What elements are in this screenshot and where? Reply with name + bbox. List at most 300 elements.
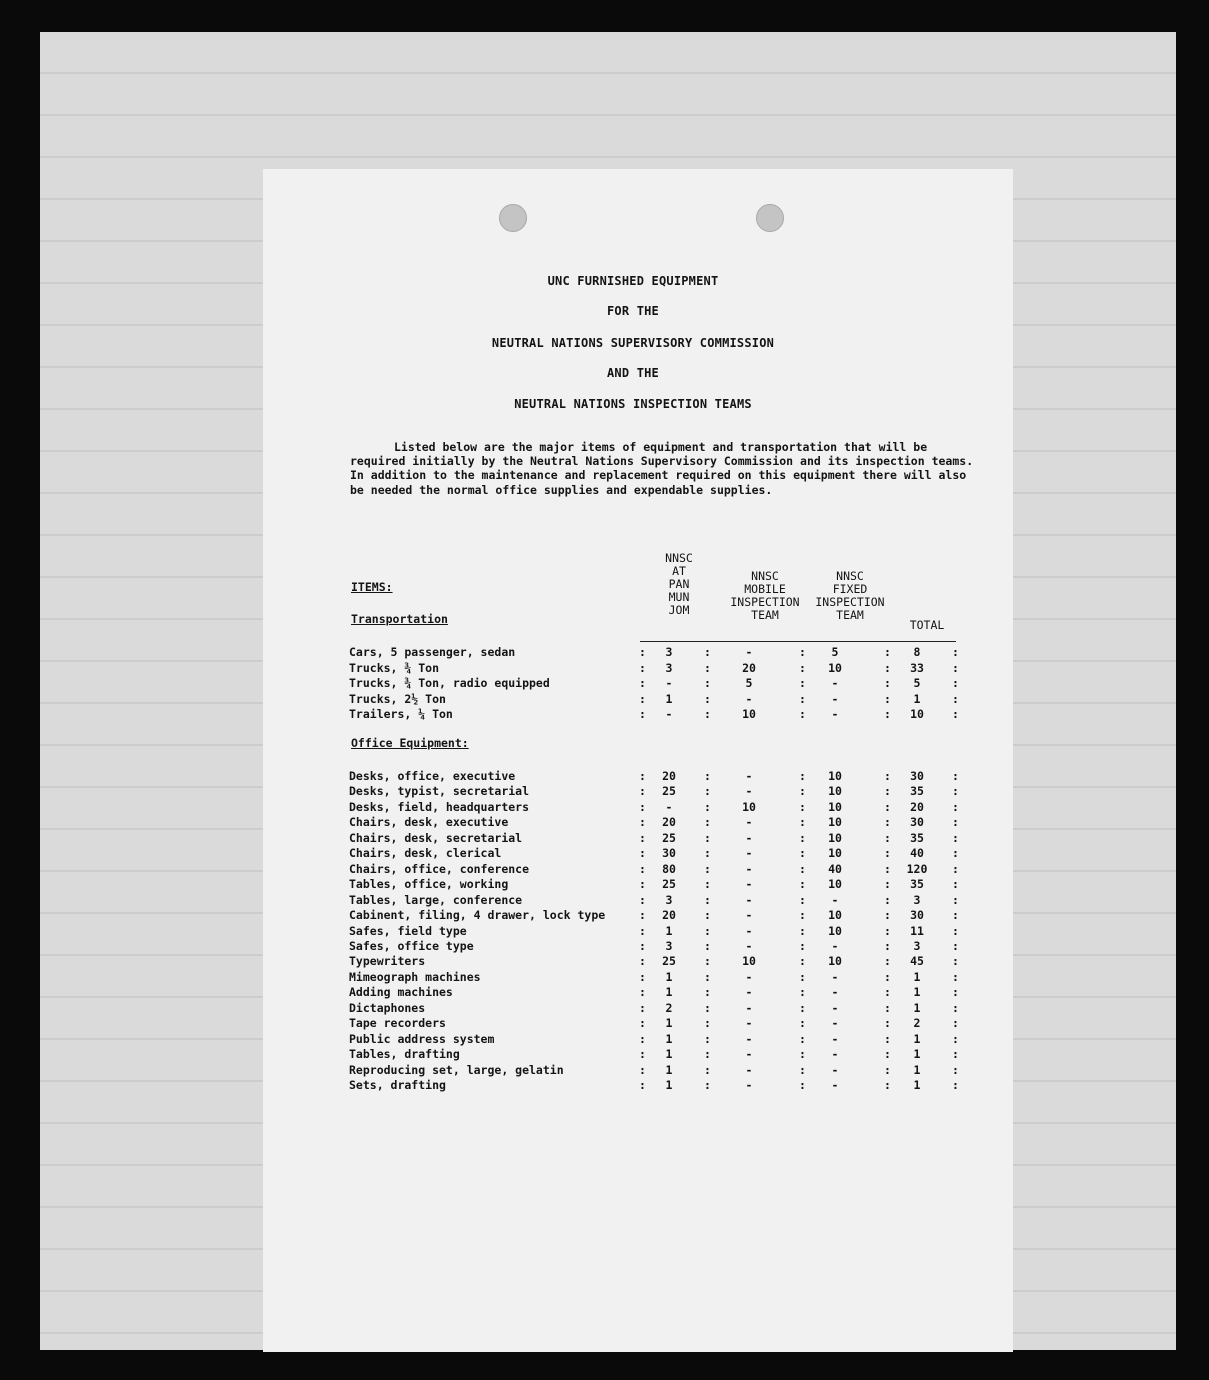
mobile-team-value: - (745, 1078, 753, 1092)
column-separator: : (799, 1031, 806, 1046)
column-separator: : (799, 660, 806, 675)
fixed-team-value: 10 (828, 815, 842, 830)
column-separator: : (952, 707, 959, 722)
panmunjom-value: 1 (665, 1078, 673, 1092)
column-separator: : (639, 908, 646, 923)
mobile-team-value: - (745, 969, 753, 984)
item-name: Cars, 5 passenger, sedan (349, 645, 516, 659)
fixed-team-value: - (831, 1078, 839, 1092)
column-separator: : (952, 1031, 959, 1046)
items-heading: ITEMS: (351, 580, 393, 594)
column-separator: : (884, 1031, 891, 1046)
fixed-team-value: - (831, 1031, 839, 1046)
column-separator: : (884, 938, 891, 953)
mobile-team-value: 10 (742, 954, 756, 969)
col1-line: MUN (668, 590, 690, 604)
column-separator: : (884, 877, 891, 892)
total-value: 11 (910, 923, 924, 938)
column-separator: : (952, 954, 959, 969)
column-separator: : (704, 645, 711, 659)
column-separator: : (704, 815, 711, 830)
table-row (263, 846, 1013, 861)
panmunjom-value: 3 (665, 645, 673, 659)
table-row (263, 692, 1013, 707)
table-row (263, 862, 1013, 877)
column-separator: : (704, 1016, 711, 1031)
column-separator: : (639, 815, 646, 830)
column-separator: : (639, 892, 646, 907)
item-name: Trucks, ¾ Ton (349, 660, 440, 675)
item-name: Tape recorders (349, 1016, 446, 1031)
panmunjom-value: 25 (662, 954, 676, 969)
column-separator: : (952, 691, 959, 706)
column-separator: : (952, 892, 959, 907)
column-separator: : (884, 1047, 891, 1062)
column-separator: : (704, 691, 711, 706)
column-separator: : (952, 1062, 959, 1077)
panmunjom-value: - (665, 799, 673, 814)
total-value: 1 (913, 1047, 921, 1062)
column-separator: : (639, 1016, 646, 1031)
column-separator: : (799, 846, 806, 861)
column-separator: : (952, 861, 959, 876)
column-separator: : (952, 1000, 959, 1015)
column-separator: : (704, 660, 711, 675)
total-value: 3 (913, 892, 921, 907)
fixed-team-value: - (831, 1047, 839, 1062)
table-row (263, 1078, 1013, 1093)
column-separator: : (799, 985, 806, 1000)
column-separator: : (639, 938, 646, 953)
total-value: 45 (910, 954, 924, 969)
panmunjom-value: 1 (665, 985, 673, 1000)
column-separator: : (884, 1062, 891, 1077)
col2-line: NNSC (751, 569, 779, 583)
column-separator: : (799, 1000, 806, 1015)
table-row (263, 985, 1013, 1000)
item-name: Desks, field, headquarters (349, 799, 530, 814)
mobile-team-value: 10 (742, 799, 756, 814)
item-name: Public address system (349, 1031, 495, 1046)
col2-line: INSPECTION (730, 595, 800, 609)
fixed-team-value: - (831, 1062, 839, 1077)
total-value: 120 (906, 861, 928, 876)
column-separator: : (799, 969, 806, 984)
table-row (263, 924, 1013, 939)
column-separator: : (704, 799, 711, 814)
column-separator: : (952, 1078, 959, 1092)
title-line-5: NEUTRAL NATIONS INSPECTION TEAMS (514, 397, 752, 411)
column-separator: : (884, 954, 891, 969)
item-name: Tables, office, working (349, 877, 509, 892)
mobile-team-value: - (745, 892, 753, 907)
column-separator: : (639, 1062, 646, 1077)
column-separator: : (952, 1047, 959, 1062)
col-header-mobile (718, 570, 812, 622)
column-separator: : (799, 815, 806, 830)
column-separator: : (952, 660, 959, 675)
col3-line: FIXED (832, 582, 868, 596)
table-row (263, 661, 1013, 676)
column-separator: : (704, 1031, 711, 1046)
col1-line: PAN (668, 577, 690, 591)
fixed-team-value: 10 (828, 923, 842, 938)
column-separator: : (884, 784, 891, 799)
panmunjom-value: 25 (662, 877, 676, 892)
total-value: 35 (910, 877, 924, 892)
table-row (263, 970, 1013, 985)
total-value: 1 (913, 1078, 921, 1092)
fixed-team-value: - (831, 1016, 839, 1031)
column-separator: : (639, 1000, 646, 1015)
column-separator: : (884, 676, 891, 691)
item-name: Trailers, ¼ Ton (349, 707, 453, 722)
column-separator: : (884, 861, 891, 876)
col2-line: MOBILE (744, 582, 786, 596)
total-value: 30 (910, 769, 924, 783)
column-separator: : (799, 1062, 806, 1077)
panmunjom-value: 1 (665, 969, 673, 984)
total-value: 1 (913, 969, 921, 984)
column-separator: : (639, 769, 646, 783)
column-separator: : (799, 1016, 806, 1031)
mobile-team-value: - (745, 985, 753, 1000)
item-name: Tables, drafting (349, 1047, 460, 1062)
item-name: Chairs, desk, secretarial (349, 830, 523, 845)
item-name: Trucks, ¾ Ton, radio equipped (349, 676, 550, 691)
mobile-team-value: - (745, 1000, 753, 1015)
column-separator: : (704, 954, 711, 969)
panmunjom-value: 30 (662, 846, 676, 861)
panmunjom-value: 1 (665, 1016, 673, 1031)
mobile-team-value: - (745, 691, 753, 706)
column-separator: : (704, 769, 711, 783)
column-separator: : (884, 892, 891, 907)
mobile-team-value: - (745, 830, 753, 845)
mobile-team-value: 20 (742, 660, 756, 675)
table-row (263, 707, 1013, 722)
mobile-team-value: - (745, 923, 753, 938)
col4-line: TOTAL (909, 618, 945, 632)
column-separator: : (884, 908, 891, 923)
column-separator: : (799, 923, 806, 938)
table-row (263, 784, 1013, 799)
punch-hole-right (756, 204, 784, 232)
column-separator: : (639, 846, 646, 861)
column-separator: : (952, 938, 959, 953)
column-separator: : (704, 892, 711, 907)
column-separator: : (704, 1062, 711, 1077)
column-separator: : (884, 1078, 891, 1092)
mobile-team-value: - (745, 861, 753, 876)
total-value: 1 (913, 1031, 921, 1046)
total-value: 30 (910, 908, 924, 923)
total-value: 35 (910, 784, 924, 799)
panmunjom-value: 20 (662, 908, 676, 923)
item-name: Mimeograph machines (349, 969, 481, 984)
total-value: 2 (913, 1016, 921, 1031)
title-line-2: FOR THE (607, 304, 659, 318)
mobile-team-value: - (745, 784, 753, 799)
table-row (263, 1063, 1013, 1078)
total-value: 8 (913, 645, 921, 659)
title-line-1: UNC FURNISHED EQUIPMENT (547, 274, 719, 288)
fixed-team-value: 10 (828, 954, 842, 969)
column-separator: : (704, 784, 711, 799)
item-name: Safes, field type (349, 923, 467, 938)
column-separator: : (639, 691, 646, 706)
total-value: 30 (910, 815, 924, 830)
table-row (263, 1016, 1013, 1031)
column-separator: : (884, 815, 891, 830)
column-separator: : (639, 969, 646, 984)
table-row (263, 1001, 1013, 1016)
table-row (263, 893, 1013, 908)
column-separator: : (952, 908, 959, 923)
total-value: 1 (913, 1000, 921, 1015)
column-separator: : (639, 660, 646, 675)
column-separator: : (639, 676, 646, 691)
table-row (263, 939, 1013, 954)
column-separator: : (884, 707, 891, 722)
column-separator: : (799, 892, 806, 907)
total-value: 3 (913, 938, 921, 953)
mobile-team-value: - (745, 1031, 753, 1046)
column-separator: : (704, 1047, 711, 1062)
item-name: Reproducing set, large, gelatin (349, 1062, 564, 1077)
column-separator: : (639, 861, 646, 876)
table-row (263, 954, 1013, 969)
table-row (263, 831, 1013, 846)
column-separator: : (799, 938, 806, 953)
column-separator: : (952, 969, 959, 984)
column-separator: : (704, 676, 711, 691)
item-name: Cabinent, filing, 4 drawer, lock type (349, 908, 606, 923)
item-name: Chairs, office, conference (349, 861, 530, 876)
panmunjom-value: 80 (662, 861, 676, 876)
col2-line: TEAM (751, 608, 779, 622)
table-row (263, 769, 1013, 784)
column-separator: : (799, 799, 806, 814)
column-separator: : (639, 1047, 646, 1062)
column-separator: : (704, 877, 711, 892)
table-row (263, 1032, 1013, 1047)
column-separator: : (952, 877, 959, 892)
column-separator: : (884, 1016, 891, 1031)
total-value: 5 (913, 676, 921, 691)
fixed-team-value: 10 (828, 908, 842, 923)
column-separator: : (704, 830, 711, 845)
column-separator: : (799, 830, 806, 845)
col3-line: TEAM (836, 608, 864, 622)
fixed-team-value: 10 (828, 660, 842, 675)
total-value: 20 (910, 799, 924, 814)
fixed-team-value: 5 (831, 645, 839, 659)
column-separator: : (884, 769, 891, 783)
mobile-team-value: - (745, 815, 753, 830)
item-name: Tables, large, conference (349, 892, 523, 907)
panmunjom-value: 3 (665, 938, 673, 953)
item-name: Sets, drafting (349, 1078, 446, 1092)
intro-paragraph: Listed below are the major items of equipment and transportation that will be required initially by the Neutral Nations Supervisory Commission and its inspection teams. In addition to the maintenance and replacement required on this equipment there will also be needed the normal office supplies and expendable supplies. (350, 440, 974, 497)
column-separator: : (704, 861, 711, 876)
mobile-team-value: - (745, 769, 753, 783)
column-separator: : (952, 985, 959, 1000)
fixed-team-value: 10 (828, 877, 842, 892)
fixed-team-value: - (831, 691, 839, 706)
column-separator: : (884, 969, 891, 984)
panmunjom-value: 1 (665, 1062, 673, 1077)
column-separator: : (884, 830, 891, 845)
column-separator: : (639, 877, 646, 892)
total-value: 10 (910, 707, 924, 722)
column-separator: : (799, 645, 806, 659)
column-separator: : (799, 784, 806, 799)
item-name: Chairs, desk, clerical (349, 846, 502, 861)
table-row (263, 877, 1013, 892)
column-separator: : (952, 923, 959, 938)
column-separator: : (884, 923, 891, 938)
column-separator: : (639, 1078, 646, 1092)
column-separator: : (799, 877, 806, 892)
column-separator: : (799, 769, 806, 783)
column-separator: : (704, 846, 711, 861)
panmunjom-value: 1 (665, 1031, 673, 1046)
column-separator: : (704, 1078, 711, 1092)
mobile-team-value: - (745, 1047, 753, 1062)
fixed-team-value: - (831, 969, 839, 984)
col3-line: INSPECTION (815, 595, 885, 609)
col-header-total (897, 619, 957, 632)
column-separator: : (884, 985, 891, 1000)
item-name: Adding machines (349, 985, 453, 1000)
column-separator: : (952, 799, 959, 814)
column-separator: : (639, 985, 646, 1000)
panmunjom-value: 1 (665, 1047, 673, 1062)
column-separator: : (884, 1000, 891, 1015)
total-value: 1 (913, 1062, 921, 1077)
panmunjom-value: 20 (662, 769, 676, 783)
table-row (263, 645, 1013, 660)
column-separator: : (799, 676, 806, 691)
column-separator: : (799, 908, 806, 923)
column-separator: : (704, 707, 711, 722)
column-separator: : (884, 691, 891, 706)
column-separator: : (952, 769, 959, 783)
fixed-team-value: - (831, 1000, 839, 1015)
column-separator: : (799, 691, 806, 706)
fixed-team-value: 10 (828, 799, 842, 814)
header-rule (640, 641, 956, 642)
fixed-team-value: - (831, 938, 839, 953)
panmunjom-value: 2 (665, 1000, 673, 1015)
column-separator: : (639, 799, 646, 814)
title-line-4: AND THE (607, 366, 659, 380)
title-line-3: NEUTRAL NATIONS SUPERVISORY COMMISSION (491, 336, 775, 350)
scanned-page (40, 32, 1176, 1350)
column-separator: : (952, 1016, 959, 1031)
column-separator: : (952, 846, 959, 861)
column-separator: : (884, 846, 891, 861)
item-name: Trucks, 2½ Ton (349, 691, 446, 706)
panmunjom-value: - (665, 676, 673, 691)
column-separator: : (884, 660, 891, 675)
table-row (263, 800, 1013, 815)
column-separator: : (799, 707, 806, 722)
fixed-team-value: 40 (828, 861, 842, 876)
column-separator: : (704, 969, 711, 984)
col-header-fixed (803, 570, 897, 622)
column-separator: : (799, 1078, 806, 1092)
section-office-equipment: Office Equipment: (351, 736, 469, 750)
col1-line: JOM (668, 603, 690, 617)
column-separator: : (952, 784, 959, 799)
column-separator: : (952, 676, 959, 691)
column-separator: : (704, 908, 711, 923)
mobile-team-value: - (745, 1016, 753, 1031)
column-separator: : (704, 985, 711, 1000)
column-separator: : (799, 954, 806, 969)
column-separator: : (799, 1047, 806, 1062)
panmunjom-value: 3 (665, 660, 673, 675)
fixed-team-value: - (831, 707, 839, 722)
item-name: Dictaphones (349, 1000, 426, 1015)
fixed-team-value: - (831, 892, 839, 907)
total-value: 35 (910, 830, 924, 845)
mobile-team-value: - (745, 877, 753, 892)
col1-line: NNSC (665, 551, 693, 565)
total-value: 1 (913, 985, 921, 1000)
column-separator: : (884, 645, 891, 659)
table-row (263, 676, 1013, 691)
panmunjom-value: 3 (665, 892, 673, 907)
panmunjom-value: 25 (662, 784, 676, 799)
total-value: 40 (910, 846, 924, 861)
mobile-team-value: - (745, 908, 753, 923)
fixed-team-value: - (831, 985, 839, 1000)
mobile-team-value: - (745, 645, 753, 659)
mobile-team-value: 5 (745, 676, 753, 691)
fixed-team-value: 10 (828, 830, 842, 845)
fixed-team-value: - (831, 676, 839, 691)
column-separator: : (639, 707, 646, 722)
fixed-team-value: 10 (828, 784, 842, 799)
column-separator: : (799, 861, 806, 876)
column-separator: : (952, 645, 959, 659)
panmunjom-value: 20 (662, 815, 676, 830)
mobile-team-value: 10 (742, 707, 756, 722)
column-separator: : (704, 923, 711, 938)
column-separator: : (639, 923, 646, 938)
fixed-team-value: 10 (828, 846, 842, 861)
table-row (263, 815, 1013, 830)
punch-hole-left (499, 204, 527, 232)
fixed-team-value: 10 (828, 769, 842, 783)
column-separator: : (704, 938, 711, 953)
column-separator: : (884, 799, 891, 814)
item-name: Chairs, desk, executive (349, 815, 509, 830)
item-name: Desks, typist, secretarial (349, 784, 530, 799)
item-name: Safes, office type (349, 938, 474, 953)
column-separator: : (639, 954, 646, 969)
panmunjom-value: 25 (662, 830, 676, 845)
mobile-team-value: - (745, 1062, 753, 1077)
column-separator: : (704, 1000, 711, 1015)
col3-line: NNSC (836, 569, 864, 583)
column-separator: : (952, 815, 959, 830)
col-header-panmunjom (649, 552, 709, 617)
table-row (263, 1047, 1013, 1062)
